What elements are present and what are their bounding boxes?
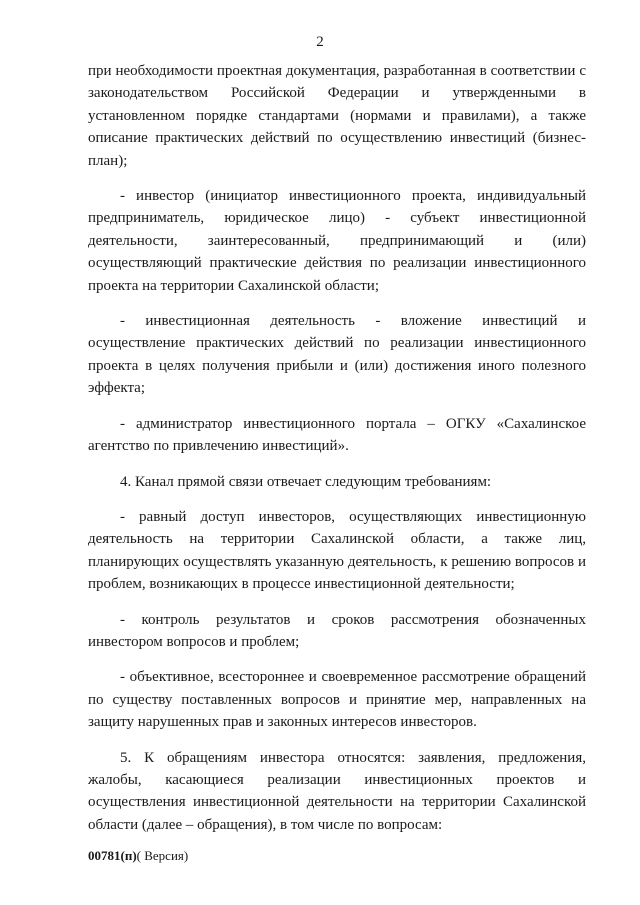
paragraph-objective-review: - объективное, всестороннее и своевременное рассмотрение обращений по существу поставленных вопросов и принятие мер, направленных на защиту нарушенных прав и законных интересов инвесторов.	[88, 669, 586, 731]
paragraph-appeals: 5. К обращениям инвестора относятся: заявления, предложения, жалобы, касающиеся реализации инвестиционных проектов и осуществления инвестиционной деятельности на территории Сахалинской области (далее – обращения), в том числе по вопросам:	[88, 749, 586, 833]
document-body	[88, 60, 586, 836]
paragraph-portal-administrator-definition: - администратор инвестиционного портала – ОГКУ «Сахалинское агентство по привлечению инвестиций».	[88, 415, 586, 455]
paragraph-channel-requirements: 4. Канал прямой связи отвечает следующим требованиям:	[120, 473, 492, 490]
document-code: 00781(п)	[88, 848, 137, 863]
paragraph-investment-activity-definition: - инвестиционная деятельность - вложение инвестиций и осуществление практических действий по реализации инвестиционного проекта в целях получения прибыли и (или) достижения иного полезного эффекта;	[88, 313, 586, 397]
paragraph-control: - контроль результатов и сроков рассмотрения обозначенных инвестором вопросов и проблем;	[88, 611, 586, 650]
document-footer	[88, 848, 188, 864]
paragraph-business-plan: при необходимости проектная документация, разработанная в соответствии с законодательством Российской Федерации и утвержденными в установленном порядке стандартами (нормами и правилами), а также описание практических действий по осуществлению инвестиций (бизнес-план);	[88, 63, 586, 169]
page-number: 2	[316, 34, 324, 50]
document-version: ( Версия)	[136, 848, 189, 863]
paragraph-investor-definition: - инвестор (инициатор инвестиционного проекта, индивидуальный предприниматель, юридическое лицо) - субъект инвестиционной деятельности, заинтересованный, предпринимающий и (или) осуществляющий практические действия по реализации инвестиционного проекта на территории Сахалинской области;	[88, 188, 586, 294]
paragraph-equal-access: - равный доступ инвесторов, осуществляющих инвестиционную деятельность на территории Сахалинской области, а также лиц, планирующих осуществлять указанную деятельность, к решению вопросов и проблем, возникающих в процессе инвестиционной деятельности;	[88, 508, 586, 593]
